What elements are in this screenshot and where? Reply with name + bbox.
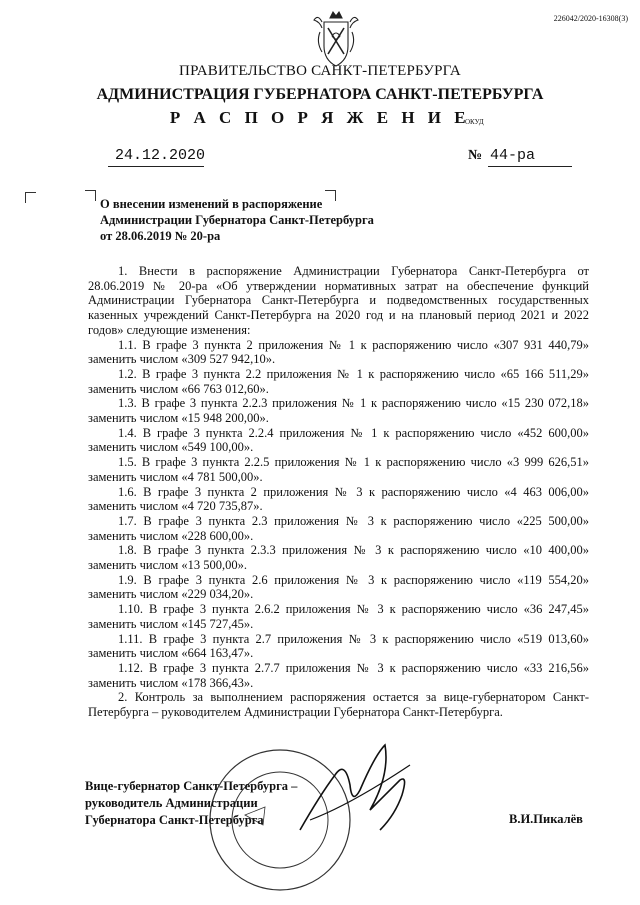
government-heading: ПРАВИТЕЛЬСТВО САНКТ-ПЕТЕРБУРГА [179, 63, 461, 79]
paragraph: 1. Внести в распоряжение Администрации Губернатора Санкт-Петербурга от 28.06.2019 № 20-ра «Об утверждении нормативных затрат на обеспечение функций Администрации Губернатора Санкт-Петербурга и подведомственных государственных казенных учреждений Санкт-Петербурга на 2020 год и на плановый период 2021 и 2022 годов» следующие изменения: [88, 264, 589, 337]
document-registration-number: 226042/2020-16308(3) [553, 14, 628, 23]
date-underline [108, 166, 204, 167]
signatory-line-1: Вице-губернатор Санкт-Петербурга – [85, 779, 298, 793]
paragraph: 1.6. В графе 3 пункта 2 приложения № 3 к распоряжению число «4 463 006,00» заменить числом «4 720 735,87». [88, 484, 589, 514]
signatory-line-2: руководитель Администрации [85, 796, 258, 810]
signatory-line-3: Губернатора Санкт-Петербурга [85, 813, 264, 827]
paragraph: 1.4. В графе 3 пункта 2.2.4 приложения № 1 к распоряжению число «452 600,00» заменить числом «549 100,00». [88, 425, 589, 455]
signatory-title [85, 778, 297, 829]
signatory-name: В.И.Пикалёв [509, 812, 583, 826]
document-type-heading: Р А С П О Р Я Ж Е Н И Е [169, 108, 471, 127]
paragraph: 1.5. В графе 3 пункта 2.2.5 приложения № 1 к распоряжению число «3 999 626,51» заменить числом «4 781 500,00». [88, 455, 589, 484]
administration-heading: АДМИНИСТРАЦИЯ ГУБЕРНАТОРА САНКТ-ПЕТЕРБУРГА [96, 86, 544, 103]
paragraph: 2. Контроль за выполнением распоряжения остается за вице-губернатором Санкт-Петербурга – руководителем Администрации Губернатора Санкт-Петербурга. [88, 690, 589, 720]
paragraph: 1.3. В графе 3 пункта 2.2.3 приложения № 1 к распоряжению число «15 230 072,18» заменить числом «15 948 200,00». [88, 396, 589, 426]
paragraph: 1.7. В графе 3 пункта 2.3 приложения № 3 к распоряжению число «225 500,00» заменить числом «228 600,00». [88, 513, 589, 543]
subject-line-1: О внесении изменений в распоряжение [100, 197, 323, 211]
document-date: 24.12.2020 [115, 147, 206, 164]
subject-line-3: от 28.06.2019 № 20-ра [100, 229, 221, 243]
number-sign: № [468, 148, 483, 163]
document-number: 44-ра [490, 147, 536, 164]
subject-corner-far-left [25, 192, 36, 203]
subject-block [100, 196, 374, 244]
paragraph: 1.12. В графе 3 пункта 2.7.7 приложения № 3 к распоряжению число «33 216,56» заменить числом «178 366,43». [88, 660, 589, 690]
subject-corner-left [85, 190, 96, 201]
paragraph: 1.10. В графе 3 пункта 2.6.2 приложения № 3 к распоряжению число «36 247,45» заменить числом «145 727,45». [88, 602, 589, 631]
document-body [88, 264, 589, 720]
paragraph: 1.2. В графе 3 пункта 2.2 приложения № 1 к распоряжению число «65 166 511,29» заменить числом «66 763 012,60». [88, 366, 589, 396]
coat-of-arms-icon [310, 8, 362, 70]
paragraph: 1.1. В графе 3 пункта 2 приложения № 1 к распоряжению число «307 931 440,79» заменить числом «309 527 942,10». [88, 337, 589, 367]
okud-label: ОКУД [465, 118, 484, 126]
paragraph: 1.9. В графе 3 пункта 2.6 приложения № 3 к распоряжению число «119 554,20» заменить числом «229 034,20». [88, 572, 589, 602]
handwritten-signature [290, 735, 420, 845]
number-underline [488, 166, 572, 167]
subject-line-2: Администрации Губернатора Санкт-Петербурга [100, 213, 374, 227]
paragraph: 1.8. В графе 3 пункта 2.3.3 приложения № 3 к распоряжению число «10 400,00» заменить числом «13 500,00». [88, 543, 589, 573]
paragraph: 1.11. В графе 3 пункта 2.7 приложения № 3 к распоряжению число «519 013,60» заменить числом «664 163,47». [88, 631, 589, 661]
